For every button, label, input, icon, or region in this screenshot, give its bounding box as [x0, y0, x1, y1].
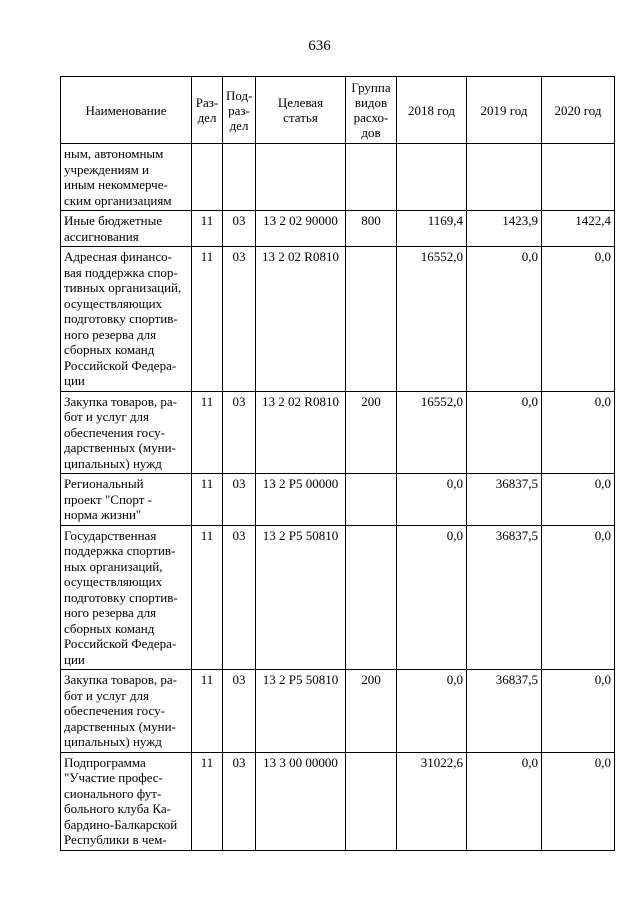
row-statya: 13 2 02 R0810 [256, 391, 346, 474]
row-razdel: 11 [192, 670, 223, 753]
row-name: Государственная поддержка спортив- ных организаций, осуществляющих подготовку спортив- ного резерва для сборных команд Российской Федера- ции [61, 525, 192, 670]
row-razdel [192, 144, 223, 211]
row-podrazdel: 03 [223, 211, 256, 247]
budget-table [60, 76, 615, 851]
row-razdel: 11 [192, 474, 223, 526]
header-2019: 2019 год [467, 77, 542, 144]
row-2019: 36837,5 [467, 670, 542, 753]
row-razdel: 11 [192, 752, 223, 850]
row-name: Региональный проект "Спорт - норма жизни" [61, 474, 192, 526]
row-2018: 0,0 [397, 474, 467, 526]
row-2020: 0,0 [542, 752, 615, 850]
row-2019: 36837,5 [467, 474, 542, 526]
row-statya: 13 2 02 R0810 [256, 247, 346, 392]
table-row [61, 525, 615, 670]
row-name: Адресная финансо- вая поддержка спор- тивных организаций, осуществляющих подготовку спортив- ного резерва для сборных команд Российской Федера- ции [61, 247, 192, 392]
row-gruppa: 200 [346, 391, 397, 474]
row-name: ным, автономным учреждениям и иным некоммерче- ским организациям [61, 144, 192, 211]
row-name: Закупка товаров, ра- бот и услуг для обеспечения госу- дарственных (муни- ципальных) нужд [61, 391, 192, 474]
row-gruppa: 200 [346, 670, 397, 753]
row-2019 [467, 144, 542, 211]
row-2018: 16552,0 [397, 391, 467, 474]
row-2020 [542, 144, 615, 211]
row-2018: 16552,0 [397, 247, 467, 392]
header-name: Наименование [61, 77, 192, 144]
header-podrazdel: Под- раз- дел [223, 77, 256, 144]
row-2020: 0,0 [542, 247, 615, 392]
row-podrazdel [223, 144, 256, 211]
header-gruppa: Группа видов расхо- дов [346, 77, 397, 144]
row-2019: 0,0 [467, 752, 542, 850]
table-row [61, 752, 615, 850]
table-row [61, 144, 615, 211]
table-row [61, 247, 615, 392]
table-row [61, 391, 615, 474]
row-name: Подпрограмма "Участие профес- сионального фут- больного клуба Ка- бардино-Балкарской Республики в чем- [61, 752, 192, 850]
row-statya: 13 3 00 00000 [256, 752, 346, 850]
row-razdel: 11 [192, 247, 223, 392]
row-name: Иные бюджетные ассигнования [61, 211, 192, 247]
table-row [61, 211, 615, 247]
row-2020: 0,0 [542, 525, 615, 670]
row-statya: 13 2 P5 00000 [256, 474, 346, 526]
header-2020: 2020 год [542, 77, 615, 144]
row-name: Закупка товаров, ра- бот и услуг для обеспечения госу- дарственных (муни- ципальных) нужд [61, 670, 192, 753]
row-2020: 1422,4 [542, 211, 615, 247]
row-2018: 0,0 [397, 670, 467, 753]
row-2020: 0,0 [542, 474, 615, 526]
row-podrazdel: 03 [223, 752, 256, 850]
header-2018: 2018 год [397, 77, 467, 144]
row-statya [256, 144, 346, 211]
row-podrazdel: 03 [223, 525, 256, 670]
row-podrazdel: 03 [223, 391, 256, 474]
row-gruppa [346, 474, 397, 526]
row-gruppa: 800 [346, 211, 397, 247]
row-podrazdel: 03 [223, 474, 256, 526]
row-2020: 0,0 [542, 391, 615, 474]
row-gruppa [346, 144, 397, 211]
row-2019: 36837,5 [467, 525, 542, 670]
row-2018 [397, 144, 467, 211]
row-gruppa [346, 752, 397, 850]
row-podrazdel: 03 [223, 247, 256, 392]
page-number: 636 [308, 38, 331, 54]
row-statya: 13 2 P5 50810 [256, 525, 346, 670]
row-2018: 0,0 [397, 525, 467, 670]
row-2018: 31022,6 [397, 752, 467, 850]
row-statya: 13 2 P5 50810 [256, 670, 346, 753]
row-gruppa [346, 525, 397, 670]
row-gruppa [346, 247, 397, 392]
row-podrazdel: 03 [223, 670, 256, 753]
row-2018: 1169,4 [397, 211, 467, 247]
table-row [61, 474, 615, 526]
row-2019: 0,0 [467, 391, 542, 474]
table-header-row [61, 77, 615, 144]
row-statya: 13 2 02 90000 [256, 211, 346, 247]
row-2020: 0,0 [542, 670, 615, 753]
row-2019: 1423,9 [467, 211, 542, 247]
row-razdel: 11 [192, 211, 223, 247]
row-razdel: 11 [192, 391, 223, 474]
table-row [61, 670, 615, 753]
header-razdel: Раз- дел [192, 77, 223, 144]
row-razdel: 11 [192, 525, 223, 670]
row-2019: 0,0 [467, 247, 542, 392]
header-statya: Целевая статья [256, 77, 346, 144]
